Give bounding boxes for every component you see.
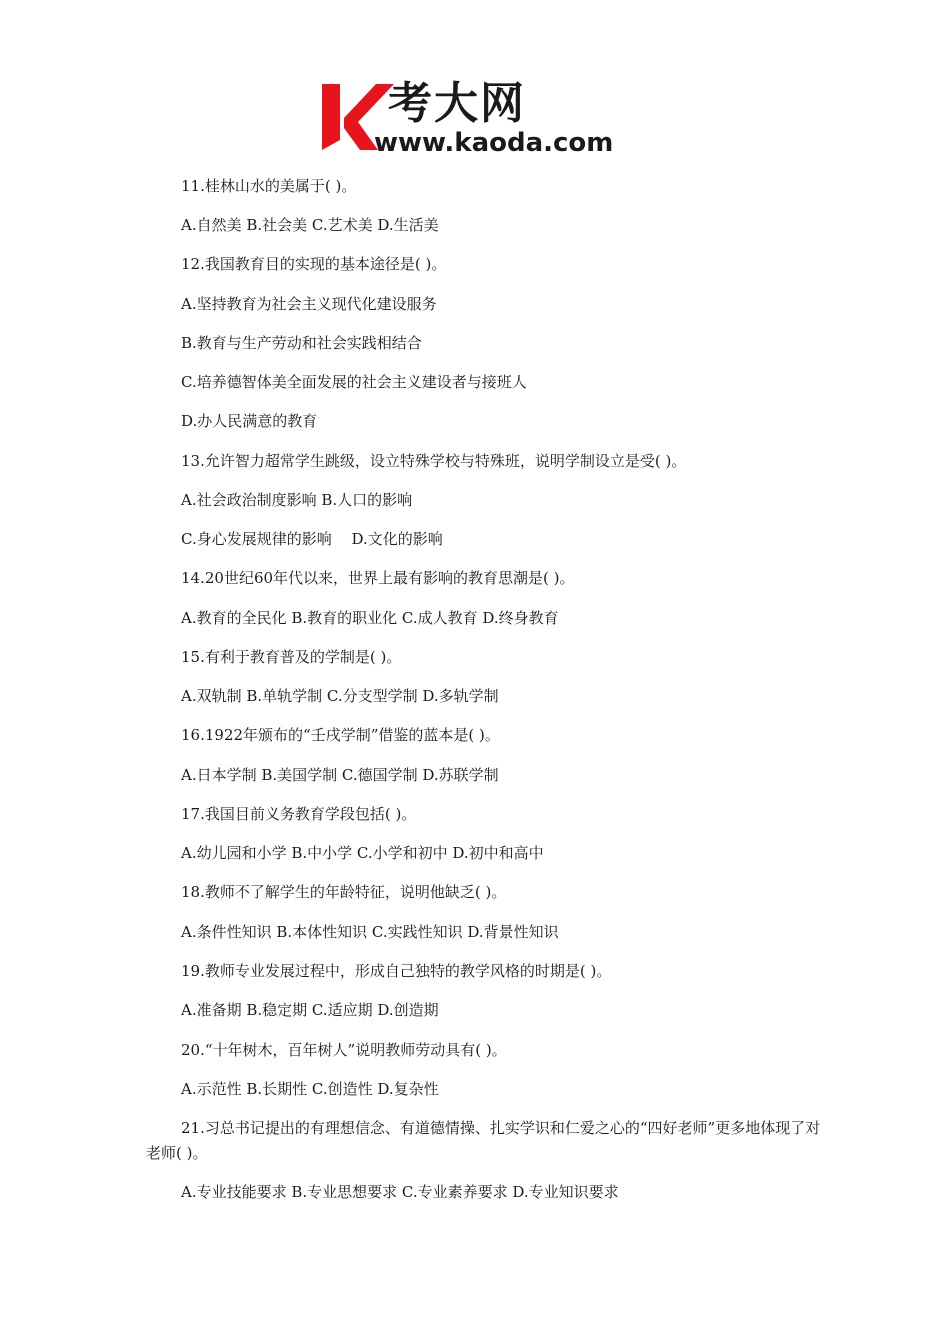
options-14: A.教育的全民化 B.教育的职业化 C.成人教育 D.终身教育 [181,609,559,627]
kaoda-logo [318,80,638,160]
logo-url: www.kaoda.com [374,128,614,158]
option-12-d: D.办人民满意的教育 [181,412,318,430]
question-13: 13.允许智力超常学生跳级，设立特殊学校与特殊班，说明学制设立是受( )。 [181,452,687,470]
question-19: 19.教师专业发展过程中，形成自己独特的教学风格的时期是( )。 [181,962,612,980]
options-13-ab: A.社会政治制度影响 B.人口的影响 [181,491,413,509]
options-20: A.示范性 B.长期性 C.创造性 D.复杂性 [181,1080,439,1098]
question-18: 18.教师不了解学生的年龄特征，说明他缺乏( )。 [181,883,507,901]
options-17: A.幼儿园和小学 B.中小学 C.小学和初中 D.初中和高中 [181,844,544,862]
options-18: A.条件性知识 B.本体性知识 C.实践性知识 D.背景性知识 [181,923,559,941]
options-13-cd: C.身心发展规律的影响 D.文化的影响 [181,530,443,548]
option-12-b: B.教育与生产劳动和社会实践相结合 [181,334,422,352]
options-16: A.日本学制 B.美国学制 C.德国学制 D.苏联学制 [181,766,499,784]
options-21: A.专业技能要求 B.专业思想要求 C.专业素养要求 D.专业知识要求 [181,1183,619,1201]
question-11: 11.桂林山水的美属于( )。 [181,177,357,195]
options-15: A.双轨制 B.单轨学制 C.分支型学制 D.多轨学制 [181,687,499,705]
options-19: A.准备期 B.稳定期 C.适应期 D.创造期 [181,1001,439,1019]
options-11: A.自然美 B.社会美 C.艺术美 D.生活美 [181,216,439,234]
option-12-a: A.坚持教育为社会主义现代化建设服务 [181,295,437,313]
logo-title-text: 考大网 [388,78,526,129]
logo-title [388,78,526,130]
question-16: 16.1922年颁布的“壬戌学制”借鉴的蓝本是( )。 [181,726,500,744]
question-12: 12.我国教育目的实现的基本途径是( )。 [181,255,447,273]
question-14: 14.20世纪60年代以来，世界上最有影响的教育思潮是( )。 [181,569,575,587]
question-20: 20.“十年树木，百年树人”说明教师劳动具有( )。 [181,1041,507,1059]
option-12-c: C.培养德智体美全面发展的社会主义建设者与接班人 [181,373,527,391]
question-17: 17.我国目前义务教育学段包括( )。 [181,805,417,823]
question-21: 21.习总书记提出的有理想信念、有道德情操、扎实学识和仁爱之心的“四好老师”更多地体现了对老师( )。 [146,1119,821,1162]
question-15: 15.有利于教育普及的学制是( )。 [181,648,402,666]
